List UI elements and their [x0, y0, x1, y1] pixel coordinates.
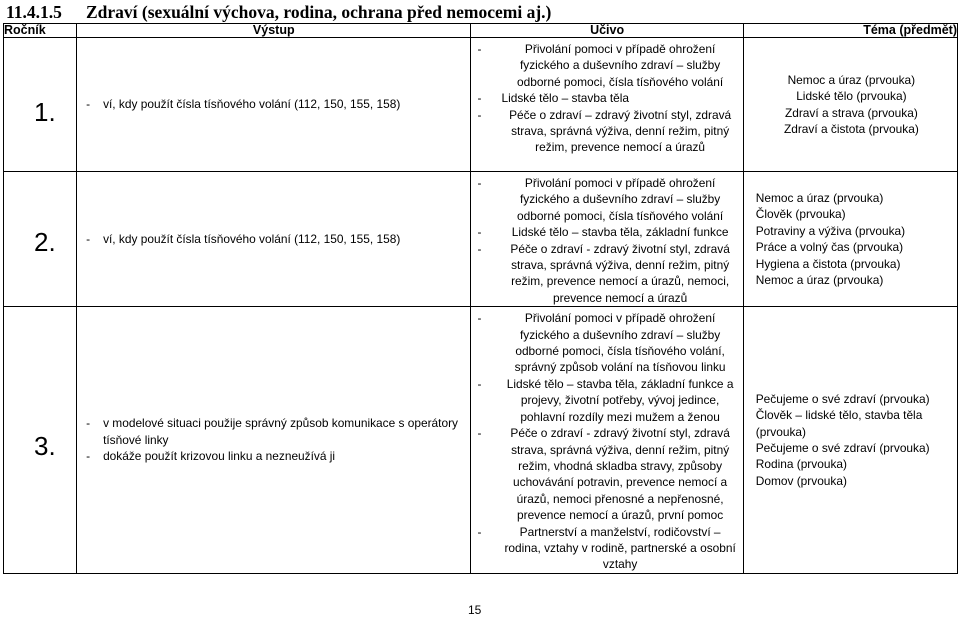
content-cell: [471, 307, 743, 574]
content-item: - Péče o zdraví – zdravý životní styl, zdravá strava, správná výživa, denní režim, pitný režim, prevence nemocí a úrazů: [471, 107, 742, 156]
topic-cell: [743, 172, 957, 307]
topic-item: Nemoc a úraz (prvouka): [755, 272, 884, 287]
topic-cell: [743, 38, 957, 172]
content-item: - Partnerství a manželství, rodičovství – rodina, vztahy v rodině, partnerské a osobní vztahy: [471, 524, 742, 573]
table-header-row: [4, 24, 958, 38]
content-item: - Přivolání pomoci v případě ohrožení fyzického a duševního zdraví – služby odborné pomoci, čísla tísňového volání: [471, 41, 742, 90]
topic-item: Nemoc a úraz (prvouka): [787, 72, 916, 87]
topic-item: Nemoc a úraz (prvouka): [755, 190, 884, 205]
table-row: [4, 38, 958, 172]
section-heading: [6, 1, 551, 23]
outcome-cell: [77, 172, 471, 307]
grade-cell: 1.: [4, 38, 77, 172]
section-number: 11.4.1.5: [6, 2, 62, 22]
topic-item: Pečujeme o své zdraví (prvouka): [755, 391, 930, 406]
topic-item: Práce a volný čas (prvouka): [755, 240, 904, 255]
content-cell: [471, 38, 743, 172]
header-topic: Téma (předmět): [743, 24, 957, 38]
header-grade: Ročník: [4, 24, 77, 38]
content-item: - Lidské tělo – stavba těla: [471, 90, 742, 106]
table-row: [4, 307, 958, 574]
topic-item: Pečujeme o své zdraví (prvouka): [755, 441, 930, 455]
table-row: [4, 172, 958, 307]
grade-cell: 3.: [4, 307, 77, 574]
content-item: - Přivolání pomoci v případě ohrožení fyzického a duševního zdraví – služby odborné pomoci, čísla tísňového volání, správný způsob volání na tísňovou linku: [471, 310, 742, 376]
content-item: - Lidské tělo – stavba těla, základní funkce: [471, 224, 742, 240]
page-number: 15: [468, 603, 482, 617]
content-item: - Přivolání pomoci v případě ohrožení fyzického a duševního zdraví – služby odborné pomoci, čísla tísňového volání: [471, 175, 742, 224]
grade-cell: 2.: [4, 172, 77, 307]
header-content: Učivo: [471, 24, 743, 38]
topic-item: Lidské tělo (prvouka): [796, 89, 907, 104]
topic-item: Člověk – lidské tělo, stavba těla (prvouka): [755, 408, 923, 439]
content-item: - Péče o zdraví - zdravý životní styl, zdravá strava, správná výživa, denní režim, pitný režim, prevence nemocí a úrazů, nemoci, prevence nemocí a úrazů: [471, 241, 742, 307]
outcome-item: - ví, kdy použít čísla tísňového volání (112, 150, 155, 158): [77, 231, 470, 247]
topic-item: Zdraví a čistota (prvouka): [783, 121, 919, 136]
section-title: Zdraví (sexuální výchova, rodina, ochrana před nemocemi aj.): [86, 2, 552, 22]
topic-item: Hygiena a čistota (prvouka): [755, 256, 901, 271]
outcome-cell: [77, 38, 471, 172]
outcome-item: - ví, kdy použít čísla tísňového volání (112, 150, 155, 158): [77, 96, 470, 112]
outcome-cell: [77, 307, 471, 574]
outcome-item: - v modelové situaci použije správný způsob komunikace s operátory tísňové linky: [77, 415, 470, 448]
curriculum-table: [3, 23, 958, 574]
content-cell: [471, 172, 743, 307]
topic-item: Rodina (prvouka): [755, 457, 847, 472]
topic-cell: [743, 307, 957, 574]
content-item: - Péče o zdraví - zdravý životní styl, zdravá strava, správná výživa, denní režim, pitný režim, vhodná skladba stravy, způsoby uchovávání potravin, prevence nemocí a úrazů, nemoci přenosné a nepřenosné, prevence nemocí a úrazů, první pomoc: [471, 425, 742, 523]
topic-item: Domov (prvouka): [755, 473, 847, 488]
outcome-item: - dokáže použít krizovou linku a nezneužívá ji: [77, 448, 470, 464]
header-outcome: Výstup: [77, 24, 471, 38]
topic-item: Potraviny a výživa (prvouka): [755, 223, 906, 238]
topic-item: Člověk (prvouka): [755, 207, 846, 222]
topic-item: Zdraví a strava (prvouka): [784, 105, 918, 120]
content-item: - Lidské tělo – stavba těla, základní funkce a projevy, životní potřeby, vývoj jedince, pohlavní rozdíly mezi mužem a ženou: [471, 376, 742, 425]
